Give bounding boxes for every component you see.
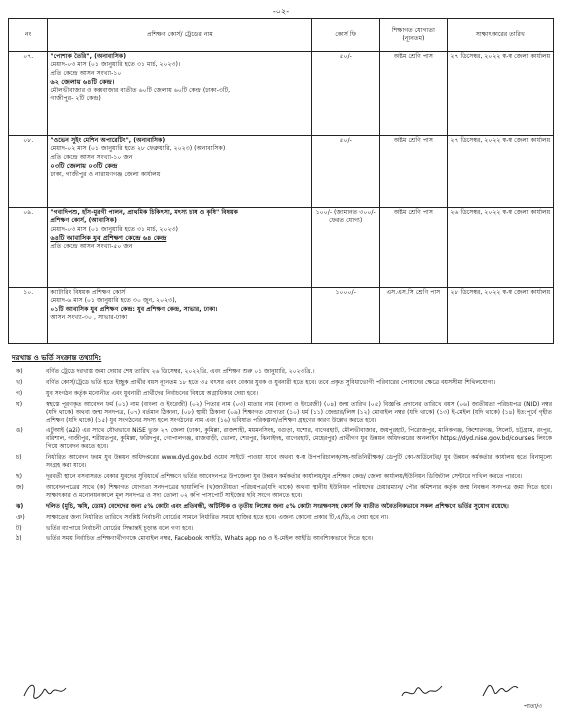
- interview-date: ২৬ ডিসেম্বর, ২০২২ স্ব-স্ব জেলা কার্যালয়: [447, 208, 553, 288]
- note-marker: ঘ): [16, 400, 23, 408]
- course-education: অষ্টম শ্রেণি পাস: [380, 136, 448, 208]
- list-item: [12, 484, 552, 500]
- note-text: সাক্ষাতের জন্য নির্ধারিত তারিখে সংশ্লিষ্ট নির্বাচনী বোর্ডের সামনে নির্ধারিত সময়ে হাজির হতে হবে। এজন্য কোনো প্রকার টি,এ/ডি,এ দেয়া হবে না।: [46, 513, 389, 521]
- table-row: [9, 136, 554, 208]
- list-item: [12, 379, 552, 387]
- course-education: অষ্টম শ্রেণি পাস: [380, 208, 448, 288]
- course-cell: [48, 52, 312, 136]
- note-text: দলিত (মুচি, ঋষি, ডোম) বেদেদের জন্য ৫% কোটা এবং প্রতিবন্ধী, অটিস্টিক ও তৃতীয় লিঙ্গের জন্য ৫% কোটা সংরক্ষণসহ কোর্স ফি ব্যতীত অবৈতনিকভাবে সকল প্রশিক্ষণে ভর্তির সুযোগ রয়েছে।: [46, 502, 509, 510]
- table-row: [9, 208, 554, 288]
- note-marker: ঠ): [16, 535, 22, 543]
- list-item: [12, 473, 552, 481]
- note-text: আবেদনপত্রের সাথে (ক) শিক্ষাগত যোগ্যতা সনদপত্রের ছায়ালিপি (খ)জাতীয়তা পরিচয়পত্র(যদি থাকে) অথবা স্থানীয় ইউনিয়ন পরিষদের চেয়ারম্যান/ পৌর কমিশনার কর্তৃক জন্ম নিবন্ধন সনদপত্র জমা দিতে হবে। সাক্ষাৎকার ও মনোনয়নকালে মূল সনদপত্র ও সদ্য তোলা ০২ কপি পাসপোর্ট সাইজের ছবি সংগে আনতে হবে।: [46, 483, 552, 499]
- course-title: "ওভেন সুইং মেশিন অপারেটিং", (অনাবাসিক): [50, 137, 166, 144]
- note-marker: গ): [16, 389, 23, 397]
- note-text: দূরবর্তী স্থানে বসবাসরত বেকার যুবদের সুবিধার্থে প্রশিক্ষণে ভর্তির আবেদনপত্র উপজেলা যুব উন্নয়ন কর্মকর্তার কার্যালয়/যুব প্রশিক্ষণ কেন্দ্র/ জেলা কার্যালয়/ইউনিয়ন ডিজিটাল সেন্টারে দাখিল করতে পারবে।: [46, 472, 523, 480]
- course-highlight: ৬২ জেলায় ৬৪টি কেন্দ্র।: [50, 78, 115, 87]
- note-marker: ক): [16, 368, 23, 375]
- course-line: প্রতি কেন্দ্রে আসন সংখ্যা-৫০ জন: [50, 242, 133, 250]
- course-line: প্রতি কেন্দ্রে আসন সংখ্যা-১০ জন: [50, 153, 133, 161]
- course-line: ঢাকা, গাজীপুর ও নারায়ণগঞ্জ জেলা কার্যালয়: [50, 170, 161, 178]
- table-header-row: [9, 19, 554, 52]
- note-text: এটুআই (a2i) এর সাথে যৌথভাবে NiSE ভুক্ত ২৭ জেলা (ঢাকা, কুমিল্লা, রাজশাহী, ময়মনসিংহ, বগুড়া, যশোর, বাগেরহাট, মৌলভীবাজার, জয়পুরহাট, পিরোজপুর, মানিকগঞ্জ, কিশোরগঞ্জ, সিলেট, চট্টগ্রাম, রংপুর, বরিশাল, গাজীপুর, শরীয়তপুর, কুমিল্লা, ফরিদপুর, গোপালগঞ্জ, রাজবাড়ী, ভোলা, শেরপুর, ঝিনাইদহ, বাগেরহাট, মেহেরপুর) প্রার্থীগণ যুব উন্নয়ন অধিদপ্তরের অনলাইন https://dyd.nise.gov.bd/courses লিংকে গিয়ে আবেদন করতে হবে।: [46, 427, 552, 451]
- note-text: ভর্তির সময় নির্বাচিত প্রশিক্ষণার্থীগণকে মোবাইল নম্বর, Facebook আইডি, Whats app no ও ই-মেইল আইডি আবশ্যিকভাবে দিতে হবে।: [46, 535, 374, 543]
- table-row: [9, 288, 554, 344]
- course-fee: ১০০০/-: [312, 288, 380, 344]
- note-text: যুব সংগঠন কর্তৃক মনোনীত এবং যুবনারী প্রার্থীদের নির্বাচনের বিষয়ে অগ্রাধিকার দেয়া হবে।: [46, 389, 258, 397]
- list-item: [12, 368, 552, 376]
- course-table: [8, 18, 554, 344]
- list-item: [12, 427, 552, 451]
- header-course-name: প্রশিক্ষণ কোর্স/ ট্রেডের নাম: [48, 19, 312, 52]
- interview-date: ২৭ ডিসেম্বর, ২০২২ স্ব-স্ব জেলা কার্যালয়: [447, 136, 553, 208]
- note-marker: খ): [16, 378, 23, 386]
- list-item: [12, 525, 552, 533]
- course-line: আসন সংখ্যা-৩০ , সাভার-ঢাকা: [50, 314, 128, 322]
- course-education: অষ্টম শ্রেণি পাস: [380, 52, 448, 136]
- course-line: মৌলভীবাজার ও কক্সবাজার ব্যতীত ৬০টি জেলায় ৬০টি কেন্দ্র (ঢাকা-৩টি,: [50, 86, 231, 94]
- course-education: এস.এস.সি শ্রেণি পাস: [380, 288, 448, 344]
- list-item: [12, 535, 552, 543]
- course-line: গাজীপুর- ২টি কেন্দ্র): [50, 95, 101, 103]
- course-title-cont: প্রশিক্ষণ কোর্স, (আবাসিক): [50, 217, 117, 225]
- note-marker: ঝ): [16, 502, 24, 510]
- note-marker: চ): [16, 454, 22, 462]
- signature-right: [480, 676, 520, 702]
- note-text: স্বহস্তে পূরণকৃত আবেদন ফর্ম (০১) নাম (বাংলা ও ইংরেজী) (০২) পিতার নাম (০৩) মাতার নাম (বাংলা ও ইংরেজী) (০৪) জন্ম তারিখ (০৫) বিজ্ঞপ্তি প্রদানের তারিখে বয়স (০৬) জাতীয়তা পরিচয়পত্র (NID) নম্বর (যদি থাকে) অথবা জন্ম সনদপত্র, (০৭) বর্তমান ঠিকানা, (০৮) স্থায়ী ঠিকানা (০৯) শিক্ষাগত যোগ্যতা (১০) ধর্ম (১১) জেন্ডার/লিঙ্গ (১২) মোবাইল নম্বর (যদি থাকে) (১৩) ই-মেইল (যদি থাকে) (১৪) ইত:পূর্বে গৃহীত প্রশিক্ষণ (যদি থাকে) (১৫) যুব সংগঠনের সদস্য হলে সংগঠনের নাম এবং (১৬) ভবিষ্যত পরিকল্পনা/প্রশিক্ষণ গ্রহণের কারণ উল্লেখ করতে হবে।: [46, 400, 552, 424]
- course-highlight: ৬৪টি আবাসিক যুব প্রশিক্ষণ কেন্দ্রে ৬৪ কেন্দ্র: [50, 234, 167, 243]
- course-cell: [48, 288, 312, 344]
- list-item: [12, 514, 552, 522]
- course-fee: ১০০/- (জামানত ৩০০/- ফেরত যোগ্য): [312, 208, 380, 288]
- note-marker: জ): [16, 483, 24, 491]
- page-number: -০২-: [272, 7, 290, 16]
- interview-date: ২৭ ডিসেম্বর, ২০২২ স্ব-স্ব জেলা কার্যালয়: [447, 52, 553, 136]
- list-item: [12, 390, 552, 398]
- note-marker: ছ): [16, 472, 22, 480]
- header-fee: কোর্স ফি: [312, 19, 380, 52]
- row-number: ০৮.: [9, 136, 48, 208]
- course-title: ক্যাটারিং বিষয়ক প্রশিক্ষণ কোর্স: [50, 289, 126, 296]
- header-interview-date: সাক্ষাৎকারের তারিখ: [447, 19, 553, 52]
- list-item: [12, 401, 552, 425]
- signature-middle: [400, 680, 444, 704]
- row-number: ০৭.: [9, 52, 48, 136]
- course-line: মেয়াদ-০৩ মাস (০১ জানুয়ারি হতে ৩১ মার্চ, ২০২৩)।: [50, 61, 181, 69]
- note-text: বর্ণিত ট্রেডে দরখাস্ত জমা দেয়ার শেষ তারিখ ২৬ ডিসেম্বর, ২০২২খ্রি. এবং প্রশিক্ষণ শুরু ০১ জানুয়ারি, ২০২৩খ্রি.।: [46, 368, 315, 375]
- course-line: মেয়াদ-০২ মাস (০১ জানুয়ারি হতে ২৮ ফেব্রুয়ারি, ২০২৩) (অনাবাসিক): [50, 145, 226, 153]
- list-item: [12, 503, 552, 511]
- notes-heading: দরখাস্ত ও ভর্তি সংক্রান্ত তথ্যাদি:: [12, 354, 102, 362]
- notes-list: [12, 368, 552, 546]
- course-title: "গবাদিপশু, হাঁস-মুরগী পালন, প্রাথমিক চিকিৎসা, মৎস্য চাষ ও কৃষি" বিষয়ক: [50, 209, 238, 216]
- course-fee: ৫০/-: [312, 52, 380, 136]
- course-cell: [48, 208, 312, 288]
- note-marker: ঞ): [16, 513, 25, 521]
- course-line: মেয়াদ-০৩ মাস (০১ জানুয়ারি হতে ৩১ মার্চ, ২০২৩): [50, 225, 178, 233]
- header-no: নং: [9, 19, 48, 52]
- course-highlight: ০৩টি জেলায় ০৩টি কেন্দ্র: [50, 162, 118, 171]
- course-highlight: ০১টি আবাসিক যুব প্রশিক্ষণ কেন্দ্র: যুব প্রশিক্ষণ কেন্দ্র, সাভার, ঢাকা।: [50, 305, 218, 313]
- note-marker: ঙ): [16, 427, 23, 435]
- note-text: বর্ণিত কোর্স/ট্রেডে ভর্তি হতে ইচ্ছুক প্রার্থীর বয়স ন্যূনতম ১৮ হতে ৩৫ বৎসর এবং বেকার যুবক ও যুবনারী হতে হবে। তবে প্রকৃত সুবিধাভোগী পরিবারের পোষ্যদের ক্ষেত্রে বয়সসীমা শিথিলযোগ্য।: [46, 378, 496, 386]
- course-line: প্রতি কেন্দ্রে আসন সংখ্যা-১০: [50, 69, 122, 77]
- list-item: [12, 454, 552, 470]
- row-number: ০৯.: [9, 208, 48, 288]
- course-fee: ৫০/-: [312, 136, 380, 208]
- interview-date: ২৮ ডিসেম্বর, ২০২২ স্ব-স্ব জেলা কার্যালয়: [447, 288, 553, 344]
- note-text: ভর্তির ব্যাপারে নির্বাচনী বোর্ডের সিদ্ধান্তই চূড়ান্ত বলে গণ্য হবে।: [46, 524, 194, 532]
- course-title: "পোশাক তৈরি", (অনাবাসিক): [50, 53, 127, 60]
- header-education: শিক্ষাগত যোগ্যতা (ন্যূনতম): [380, 19, 448, 52]
- next-page-marker: পাতা/৩: [524, 703, 542, 710]
- table-row: [9, 52, 554, 136]
- course-cell: [48, 136, 312, 208]
- note-marker: ট): [16, 524, 22, 532]
- row-number: ১০.: [9, 288, 48, 344]
- signature-left: [22, 678, 68, 704]
- course-line: মেয়াদ-৬ মাস (০১ জানুয়ারি হতে ৩০ জুন, ২০২৩),: [50, 297, 177, 305]
- note-text: নির্ধারিত আবেদন ফরম যুব উন্নয়ন অধিদপ্তরের www.dyd.gov.bd ওয়েব সাইটে পাওয়া যাবে অথবা স্ব-স্ব উপপরিচালক/সহ-অতিনিরীক্ষক/ ডেপুটি কো-অর্ডিনেটর/ যুব উন্নয়ন কর্মকর্তার কার্যালয় হতে বিনামূল্যে সংগ্রহ করা যাবে।: [46, 454, 552, 470]
